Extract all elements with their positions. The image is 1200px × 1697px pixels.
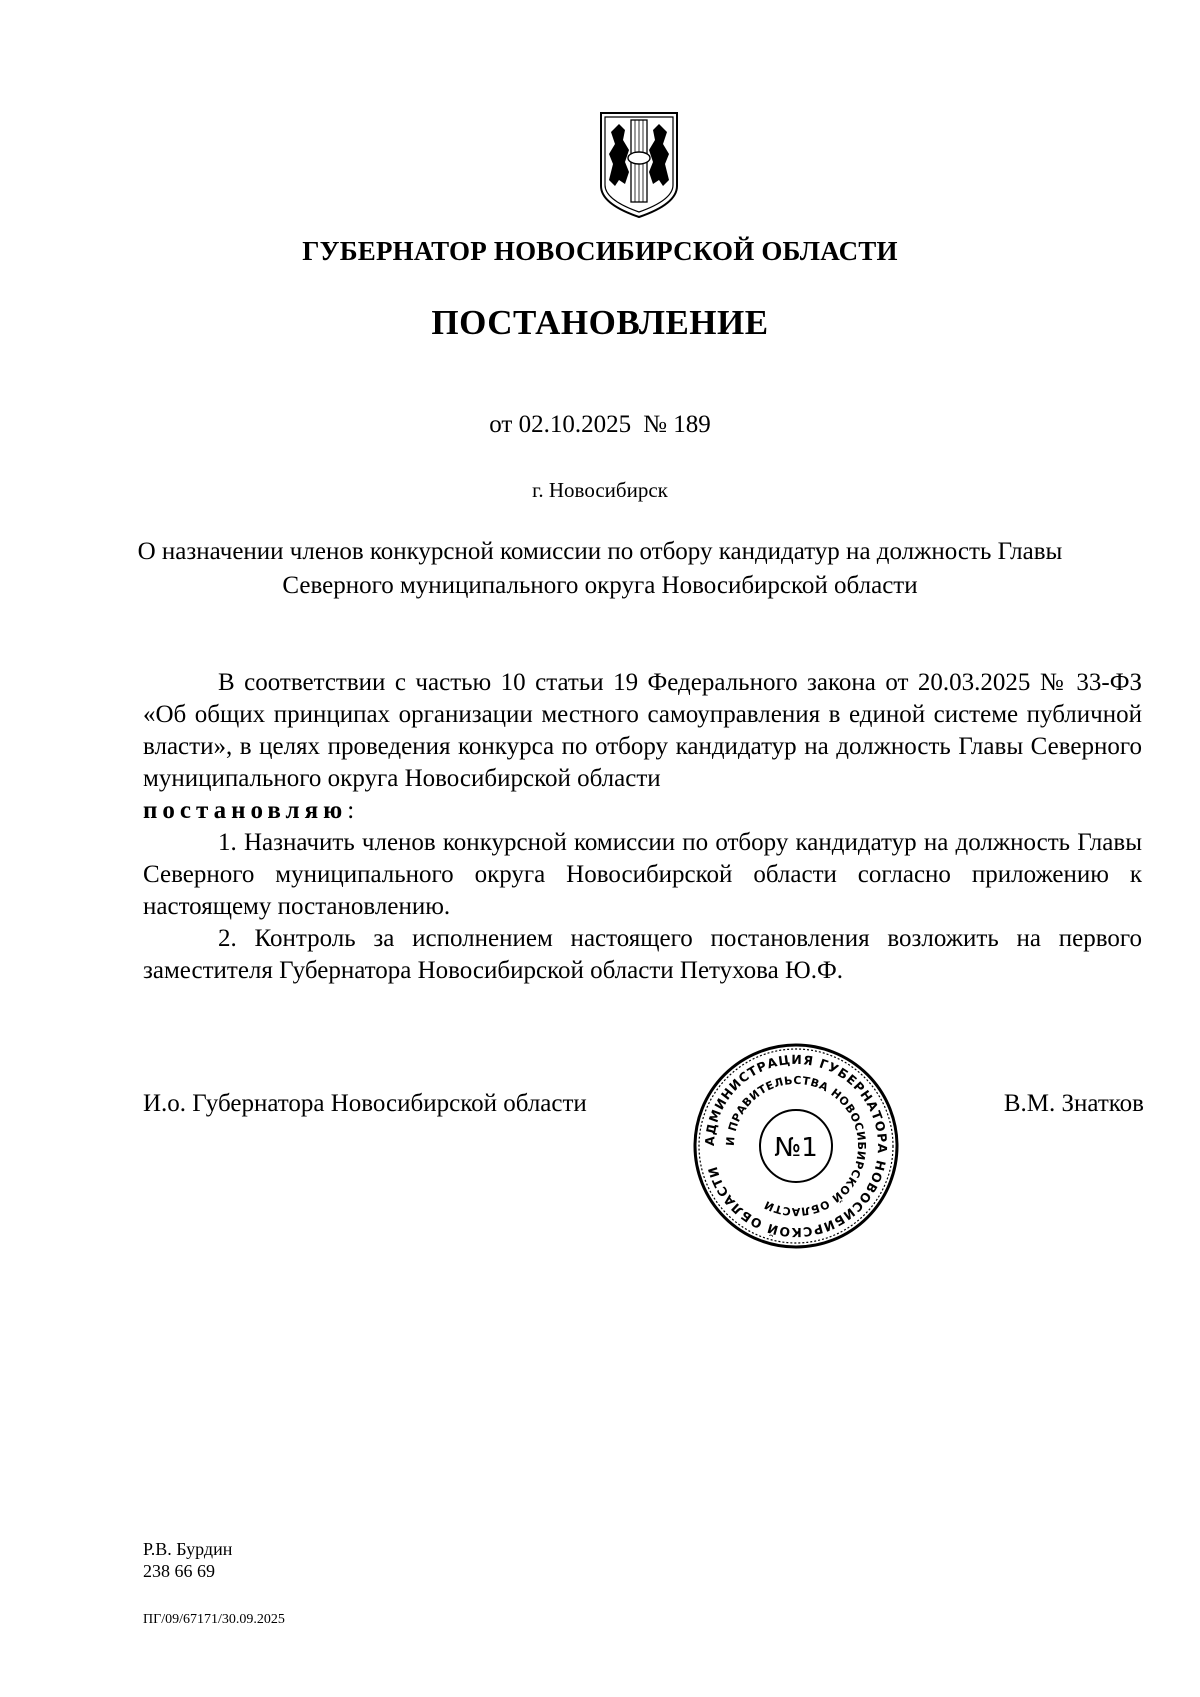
document-body [143,667,1142,987]
executor-name: Р.В. Бурдин [143,1539,233,1559]
document-date: от 02.10.2025 [489,411,632,438]
document-number: № 189 [643,411,711,438]
preamble-text: В соответствии с частью 10 статьи 19 Федерального закона от 20.03.2025 № 33-ФЗ «Об общих принципах организации местного самоуправления в единой системе публичной власти», в целях проведения конкурса по отбору кандидатур на должность Главы Северного муниципального округа Новосибирской области [143,669,1142,792]
document-subject: О назначении членов конкурсной комиссии по отбору кандидатур на должность Главы Северного муниципального округа Новосибирской области [137,538,1063,599]
official-seal-icon [690,1040,902,1252]
decree-word: постановляю [143,797,348,824]
executor-block [143,1538,232,1582]
registration-number: ПГ/09/67171/30.09.2025 [143,1612,285,1627]
seal-inner-text: И ПРАВИТЕЛЬСТВА НОВОСИБИРСКОЙ ОБЛАСТИ [723,1073,869,1219]
body-item: 1. Назначить членов конкурсной комиссии по отбору кандидатур на должность Главы Северного муниципального округа Новосибирской области согласно приложению к настоящему постановлению. [143,829,1142,920]
signer-title: И.о. Губернатора Новосибирской области [143,1090,587,1117]
document-city: г. Новосибирск [532,478,668,502]
decree-punct: : [347,797,355,824]
document-date-number [0,411,1200,439]
preamble-paragraph [143,667,1142,795]
decree-line [143,795,1142,827]
body-item: 2. Контроль за исполнением настоящего постановления возложить на первого заместителя Губернатора Новосибирской области Петухова Ю.Ф. [143,925,1142,984]
document-type: ПОСТАНОВЛЕНИЕ [431,303,769,342]
signer-name: В.М. Знатков [1003,1090,1144,1117]
coat-of-arms-icon [597,110,681,220]
issuing-authority: ГУБЕРНАТОР НОВОСИБИРСКОЙ ОБЛАСТИ [302,236,898,266]
executor-phone: 238 66 69 [143,1561,215,1581]
seal-outer-text: АДМИНИСТРАЦИЯ ГУБЕРНАТОРА НОВОСИБИРСКОЙ ОБЛАСТИ [701,1051,891,1241]
seal-center-text: №1 [774,1133,818,1163]
